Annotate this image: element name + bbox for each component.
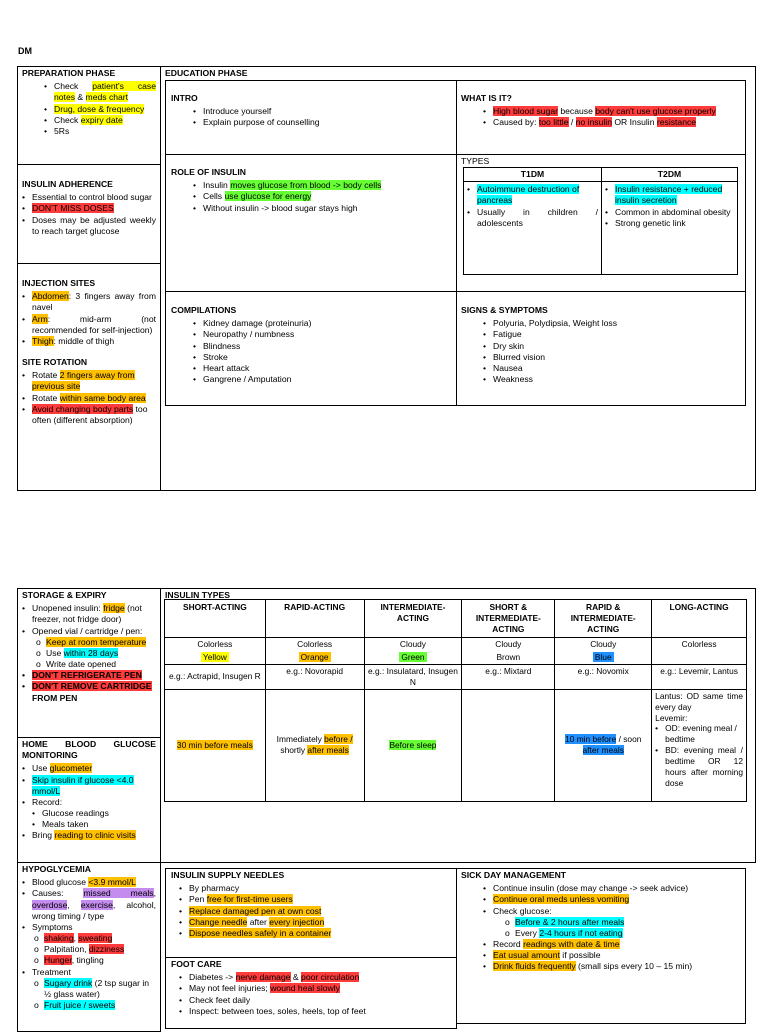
prep-item: • Drug, dose & frequency bbox=[22, 104, 156, 115]
comp-item: • Neuropathy / numbness bbox=[171, 329, 451, 340]
insulin-adherence-box bbox=[17, 164, 161, 264]
monitor-subitem: • Meals taken bbox=[10, 819, 156, 830]
comp-item: • Gangrene / Amputation bbox=[171, 374, 451, 385]
adherence-item: • Essential to control blood sugar bbox=[22, 192, 156, 203]
insulin-types-heading: INSULIN TYPES bbox=[165, 590, 230, 600]
signs-item: • Polyuria, Polydipsia, Weight loss bbox=[461, 318, 741, 329]
foot-item: • Inspect: between toes, soles, heels, top of feet bbox=[157, 1006, 451, 1017]
example-cell: e.g.: Mixtard bbox=[462, 664, 555, 689]
comp-item: • Blindness bbox=[171, 341, 451, 352]
long-lantus: Lantus: OD same time every day bbox=[655, 690, 743, 712]
example-cell: e.g.: Novomix bbox=[555, 664, 652, 689]
site-item: • Thigh: middle of thigh bbox=[22, 336, 156, 347]
hypo-item: • Blood glucose <3.9 mmol/L bbox=[22, 877, 156, 888]
role-item: • Cells use glucose for energy bbox=[171, 191, 451, 202]
t2dm-item: • Strong genetic link bbox=[605, 218, 734, 229]
col-header-rapid: RAPID-ACTING bbox=[265, 600, 364, 638]
monitor-item: • Use glucometer bbox=[22, 763, 156, 774]
intro-item: • Explain purpose of counselling bbox=[171, 117, 451, 128]
insulin-types-table bbox=[164, 599, 747, 802]
long-levemir: Levemir: bbox=[655, 712, 688, 723]
appearance-cell: Colorless bbox=[652, 638, 747, 651]
hypo-treatment: o Sugary drink (2 tsp sugar in ½ glass water) bbox=[4, 978, 156, 1000]
what-heading: WHAT IS IT? bbox=[461, 93, 512, 103]
storage-item: • Unopened insulin: fridge (not freezer, not fridge door) bbox=[22, 603, 156, 625]
t2dm-item: • Insulin resistance + reduced insulin secretion bbox=[605, 184, 734, 206]
supply-item: • Dispose needles safely in a container bbox=[157, 928, 451, 939]
storage-heading: STORAGE & EXPIRY bbox=[22, 590, 107, 600]
signs-heading: SIGNS & SYMPTOMS bbox=[461, 305, 548, 315]
appearance-cell: Cloudy bbox=[364, 638, 462, 651]
comp-item: • Heart attack bbox=[171, 363, 451, 374]
foot-heading: FOOT CARE bbox=[171, 959, 222, 969]
foot-item: • Diabetes -> nerve damage & poor circulation bbox=[157, 972, 451, 983]
long-levemir-item: • OD: evening meal / bedtime bbox=[655, 723, 743, 745]
color-cell: Blue bbox=[555, 651, 652, 664]
doc-title: DM bbox=[18, 46, 32, 56]
foot-item: • May not feel injuries; wound heal slowly bbox=[157, 983, 451, 994]
preparation-phase-box bbox=[17, 66, 161, 165]
example-cell: e.g.: Insulatard, Insugen N bbox=[364, 664, 462, 689]
role-item: • Without insulin -> blood sugar stays high bbox=[171, 203, 451, 214]
types-heading: TYPES bbox=[461, 156, 490, 166]
comp-item: • Stroke bbox=[171, 352, 451, 363]
intro-heading: INTRO bbox=[171, 93, 198, 103]
sick-subitem: o Before & 2 hours after meals bbox=[475, 917, 741, 928]
hypo-symptom: o Hunger, tingling bbox=[4, 955, 156, 966]
intro-item: • Introduce yourself bbox=[171, 106, 451, 117]
types-t2dm-col bbox=[601, 167, 738, 275]
color-cell: Green bbox=[364, 651, 462, 664]
hypoglycemia-box bbox=[17, 862, 161, 1032]
hypo-symptom: o Palpitation, dizziness bbox=[4, 944, 156, 955]
signs-item: • Dry skin bbox=[461, 341, 741, 352]
supply-heading: INSULIN SUPPLY NEEDLES bbox=[171, 870, 285, 880]
col-header-short-intermediate: SHORT & INTERMEDIATE-ACTING bbox=[462, 600, 555, 638]
prep-item: • Check expiry date bbox=[22, 115, 156, 126]
col-header-long: LONG-ACTING bbox=[652, 600, 747, 638]
col-header-short: SHORT-ACTING bbox=[165, 600, 266, 638]
adherence-item: • DON'T MISS DOSES bbox=[22, 203, 156, 214]
storage-expiry-box bbox=[17, 588, 161, 738]
role-item: • Insulin moves glucose from blood -> body cells bbox=[171, 180, 451, 191]
adherence-item: • Doses may be adjusted weekly to reach target glucose bbox=[22, 215, 156, 237]
timing-cell bbox=[652, 689, 747, 801]
hypo-heading: HYPOGLYCEMIA bbox=[22, 864, 91, 874]
signs-symptoms-box bbox=[456, 291, 746, 406]
foot-item: • Check feet daily bbox=[157, 995, 451, 1006]
rotation-item: • Rotate within same body area bbox=[22, 393, 156, 404]
storage-subitem: o Write date opened bbox=[6, 659, 156, 670]
comp-item: • Kidney damage (proteinuria) bbox=[171, 318, 451, 329]
example-cell: e.g.: Levemir, Lantus bbox=[652, 664, 747, 689]
site-item: • Arm: mid-arm (not recommended for self-injection) bbox=[22, 314, 156, 336]
signs-item: • Fatigue bbox=[461, 329, 741, 340]
appearance-cell: Cloudy bbox=[555, 638, 652, 651]
hypo-item: • Symptoms bbox=[22, 922, 156, 933]
t2dm-item: • Common in abdominal obesity bbox=[605, 207, 734, 218]
hypo-symptom: o shaking, sweating bbox=[4, 933, 156, 944]
prep-heading: PREPARATION PHASE bbox=[22, 68, 116, 78]
storage-item: • DON'T REMOVE CARTRIDGE FROM PEN bbox=[22, 681, 156, 703]
long-levemir-item: • BD: evening meal / bedtime OR 12 hours after morning dose bbox=[655, 745, 743, 789]
color-cell: Yellow bbox=[165, 651, 266, 664]
rotation-heading: SITE ROTATION bbox=[22, 357, 88, 368]
signs-item: • Blurred vision bbox=[461, 352, 741, 363]
monitor-item: • Record: bbox=[22, 797, 156, 808]
role-of-insulin-box bbox=[165, 154, 457, 292]
education-heading: EDUCATION PHASE bbox=[165, 68, 248, 78]
monitor-item: • Bring reading to clinic visits bbox=[22, 830, 156, 841]
hypo-item: • Causes: missed meals, overdose, exercise, alcohol, wrong timing / type bbox=[22, 888, 156, 922]
comp-heading: COMPILATIONS bbox=[171, 305, 237, 315]
sick-subitem: o Every 2-4 hours if not eating bbox=[475, 928, 741, 939]
prep-item: • 5Rs bbox=[22, 126, 156, 137]
foot-care-box bbox=[165, 957, 457, 1029]
color-cell: Orange bbox=[265, 651, 364, 664]
hypo-treatment: o Fruit juice / sweets bbox=[4, 1000, 156, 1011]
supply-item: • By pharmacy bbox=[157, 883, 451, 894]
timing-cell: 30 min before meals bbox=[165, 689, 266, 801]
sick-item: • Check glucose: bbox=[461, 906, 741, 917]
col-header-intermediate: INTERMEDIATE-ACTING bbox=[364, 600, 462, 638]
col-header-rapid-intermediate: RAPID & INTERMEDIATE-ACTING bbox=[555, 600, 652, 638]
timing-cell: 10 min before / soon after meals bbox=[555, 689, 652, 801]
appearance-cell: Cloudy bbox=[462, 638, 555, 651]
signs-item: • Nausea bbox=[461, 363, 741, 374]
storage-item: • Opened vial / cartridge / pen: bbox=[22, 626, 156, 637]
storage-subitem: o Keep at room temperature bbox=[6, 637, 156, 648]
rotation-item: • Avoid changing body parts too often (different absorption) bbox=[22, 404, 156, 426]
monitor-item: • Skip insulin if glucose <4.0 mmol/L bbox=[22, 775, 156, 797]
t1dm-heading: T1DM bbox=[464, 168, 601, 182]
monitor-subitem: • Glucose readings bbox=[10, 808, 156, 819]
supply-needles-box bbox=[165, 868, 457, 958]
supply-item: • Change needle after every injection bbox=[157, 917, 451, 928]
sick-day-box bbox=[456, 868, 746, 1024]
sick-item: • Continue insulin (dose may change -> seek advice) bbox=[461, 883, 741, 894]
site-item: • Abdomen: 3 fingers away from navel bbox=[22, 291, 156, 313]
example-cell: e.g.: Actrapid, Insugen R bbox=[165, 664, 266, 689]
supply-item: • Pen free for first-time users bbox=[157, 894, 451, 905]
sick-heading: SICK DAY MANAGEMENT bbox=[461, 870, 567, 880]
color-cell bbox=[652, 651, 747, 664]
adherence-heading: INSULIN ADHERENCE bbox=[22, 179, 113, 189]
supply-item: • Replace damaged pen at own cost bbox=[157, 906, 451, 917]
signs-item: • Weakness bbox=[461, 374, 741, 385]
what-is-it-box bbox=[456, 80, 746, 155]
monitor-heading: HOME BLOOD GLUCOSE MONITORING bbox=[22, 739, 156, 761]
hypo-item: • Treatment bbox=[22, 967, 156, 978]
types-t1dm-col bbox=[463, 167, 602, 275]
what-item: • Caused by: too little / no insulin OR Insulin resistance bbox=[461, 117, 741, 128]
role-heading: ROLE OF INSULIN bbox=[171, 167, 246, 177]
color-cell: Brown bbox=[462, 651, 555, 664]
sick-item: • Drink fluids frequently (small sips every 10 – 15 min) bbox=[461, 961, 741, 972]
timing-cell: Immediately before / shortly after meals bbox=[265, 689, 364, 801]
intro-box bbox=[165, 80, 457, 155]
what-item: • High blood sugar because body can't use glucose properly bbox=[461, 106, 741, 117]
sick-item: • Continue oral meds unless vomiting bbox=[461, 894, 741, 905]
storage-subitem: o Use within 28 days bbox=[6, 648, 156, 659]
t2dm-heading: T2DM bbox=[602, 168, 737, 182]
complications-box bbox=[165, 291, 457, 406]
home-monitoring-box bbox=[17, 737, 161, 863]
storage-item: • DON'T REFRIGERATE PEN bbox=[22, 670, 156, 681]
t1dm-item: • Autoimmune destruction of pancreas bbox=[467, 184, 598, 206]
t1dm-item: • Usually in children / adolescents bbox=[467, 207, 598, 229]
example-cell: e.g.: Novorapid bbox=[265, 664, 364, 689]
injection-sites-box bbox=[17, 263, 161, 491]
appearance-cell: Colorless bbox=[265, 638, 364, 651]
sites-heading: INJECTION SITES bbox=[22, 278, 96, 288]
sick-item: • Record readings with date & time bbox=[461, 939, 741, 950]
prep-item: • Check patient's case notes & meds chart bbox=[22, 81, 156, 103]
appearance-cell: Colorless bbox=[165, 638, 266, 651]
timing-cell bbox=[462, 689, 555, 801]
sick-item: • Eat usual amount if possible bbox=[461, 950, 741, 961]
rotation-item: • Rotate 2 fingers away from previous site bbox=[22, 370, 156, 392]
timing-cell: Before sleep bbox=[364, 689, 462, 801]
